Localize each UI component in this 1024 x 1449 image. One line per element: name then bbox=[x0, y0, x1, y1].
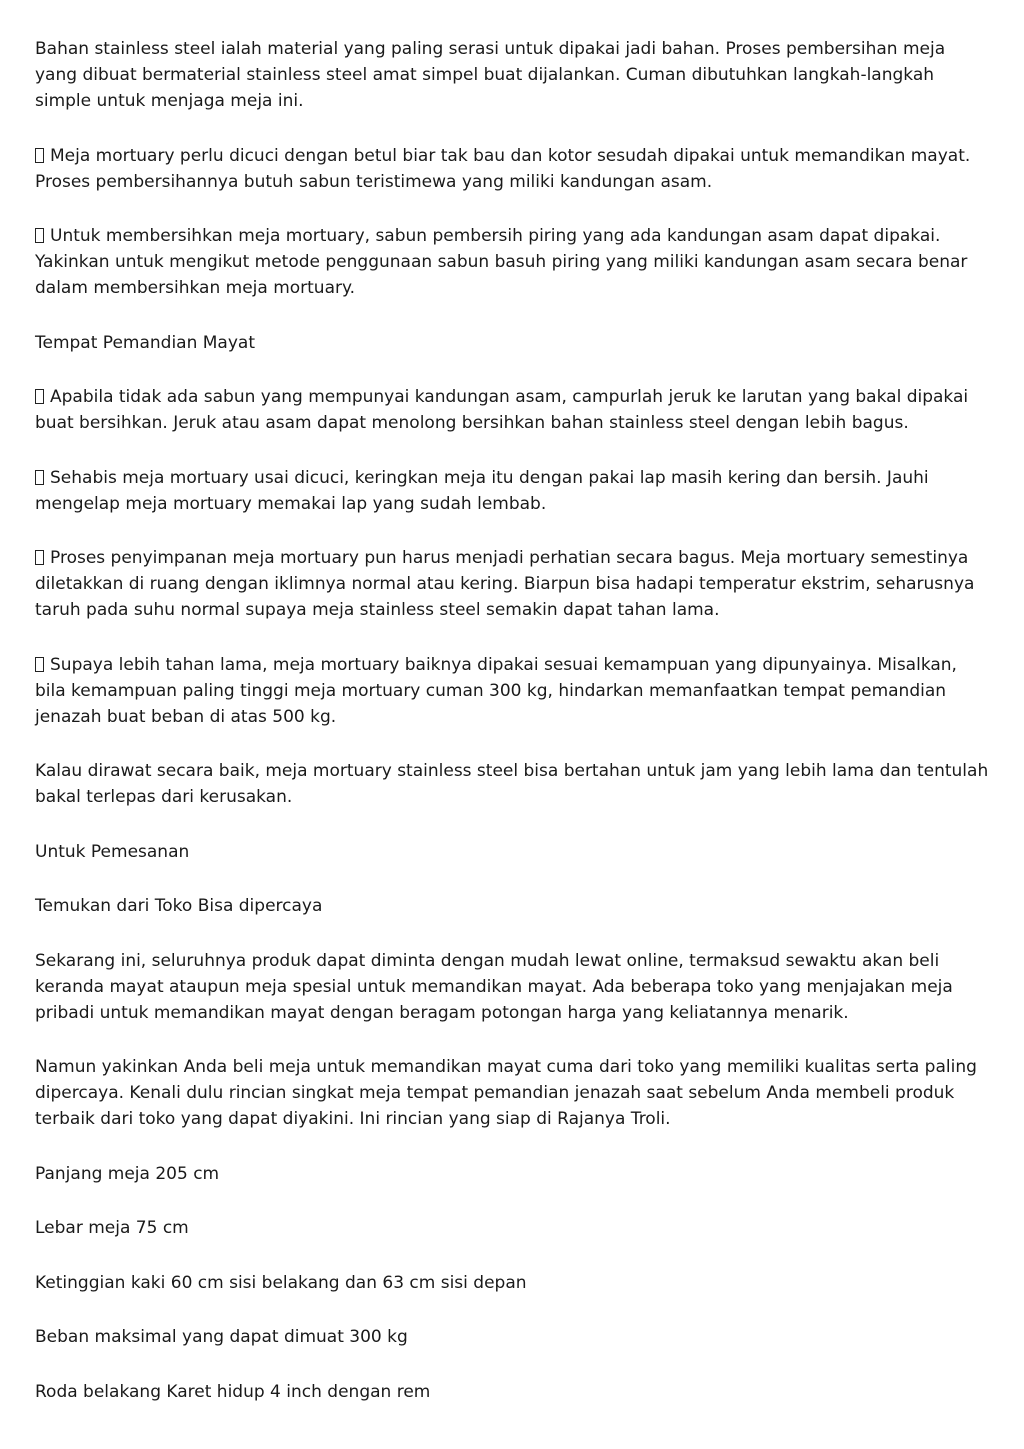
missing-glyph-icon bbox=[35, 228, 44, 243]
paragraph: Namun yakinkan Anda beli meja untuk memandikan mayat cuma dari toko yang memiliki kualitas serta paling dipercaya. Kenali dulu rincian singkat meja tempat pemandian jenazah saat sebelum Anda membeli produk terbaik dari toko yang dapat diyakini. Ini rincian yang siap di Rajanya Troli. bbox=[35, 1057, 977, 1129]
missing-glyph-icon bbox=[35, 657, 44, 672]
paragraph: Sekarang ini, seluruhnya produk dapat diminta dengan mudah lewat online, termaksud sewaktu akan beli keranda mayat ataupun meja spesial untuk memandikan mayat. Ada beberapa toko yang menjajakan meja pribadi untuk memandikan mayat dengan beragam potongan harga yang keliatannya menarik. bbox=[35, 950, 953, 1023]
paragraph: Bahan stainless steel ialah material yang paling serasi untuk dipakai jadi bahan. Proses pembersihan meja yang dibuat bermaterial stainless steel amat simpel buat dijalankan. Cuman dibutuhkan langkah-langkah simple untuk menjaga meja ini. bbox=[35, 39, 946, 111]
missing-glyph-icon bbox=[35, 148, 44, 163]
bullet-paragraph: Untuk membersihkan meja mortuary, sabun pembersih piring yang ada kandungan asam dapat dipakai. Yakinkan untuk mengikut metode penggunaan sabun basuh piring yang miliki kandungan asam secara benar dalam membersihkan meja mortuary. bbox=[35, 226, 968, 298]
bullet-paragraph: Supaya lebih tahan lama, meja mortuary baiknya dipakai sesuai kemampuan yang dipunyainya. Misalkan, bila kemampuan paling tinggi meja mortuary cuman 300 kg, hindarkan memanfaatkan tempat pemandian jenazah buat beban di atas 500 kg. bbox=[35, 654, 957, 727]
document-page bbox=[35, 36, 990, 1433]
spec-line: Roda belakang Karet hidup 4 inch dengan rem bbox=[35, 1381, 431, 1402]
bullet-paragraph: Meja mortuary perlu dicuci dengan betul biar tak bau dan kotor sesudah dipakai untuk memandikan mayat. Proses pembersihannya butuh sabun teristimewa yang miliki kandungan asam. bbox=[35, 145, 971, 192]
section-heading: Tempat Pemandian Mayat bbox=[35, 332, 255, 353]
bullet-paragraph: Apabila tidak ada sabun yang mempunyai kandungan asam, campurlah jeruk ke larutan yang bakal dipakai buat bersihkan. Jeruk atau asam dapat menolong bersihkan bahan stainless steel dengan lebih bagus. bbox=[35, 387, 969, 433]
bullet-paragraph: Proses penyimpanan meja mortuary pun harus menjadi perhatian secara bagus. Meja mortuary semestinya diletakkan di ruang dengan iklimnya normal atau kering. Biarpun bisa hadapi temperatur ekstrim, seharusnya taruh pada suhu normal supaya meja stainless steel semakin dapat tahan lama. bbox=[35, 548, 975, 620]
bullet-paragraph: Sehabis meja mortuary usai dicuci, keringkan meja itu dengan pakai lap masih kering dan bersih. Jauhi mengelap meja mortuary memakai lap yang sudah lembab. bbox=[35, 467, 929, 514]
missing-glyph-icon bbox=[35, 470, 44, 485]
section-heading: Untuk Pemesanan bbox=[35, 841, 190, 862]
missing-glyph-icon bbox=[35, 389, 44, 404]
spec-line: Lebar meja 75 cm bbox=[35, 1218, 189, 1238]
missing-glyph-icon bbox=[35, 550, 44, 565]
spec-line: Beban maksimal yang dapat dimuat 300 kg bbox=[35, 1327, 408, 1347]
paragraph: Kalau dirawat secara baik, meja mortuary stainless steel bisa bertahan untuk jam yang lebih lama dan tentulah bakal terlepas dari kerusakan. bbox=[35, 761, 989, 807]
section-heading: Temukan dari Toko Bisa dipercaya bbox=[35, 896, 323, 916]
spec-line: Ketinggian kaki 60 cm sisi belakang dan 63 cm sisi depan bbox=[35, 1272, 527, 1293]
spec-line: Panjang meja 205 cm bbox=[35, 1163, 220, 1184]
